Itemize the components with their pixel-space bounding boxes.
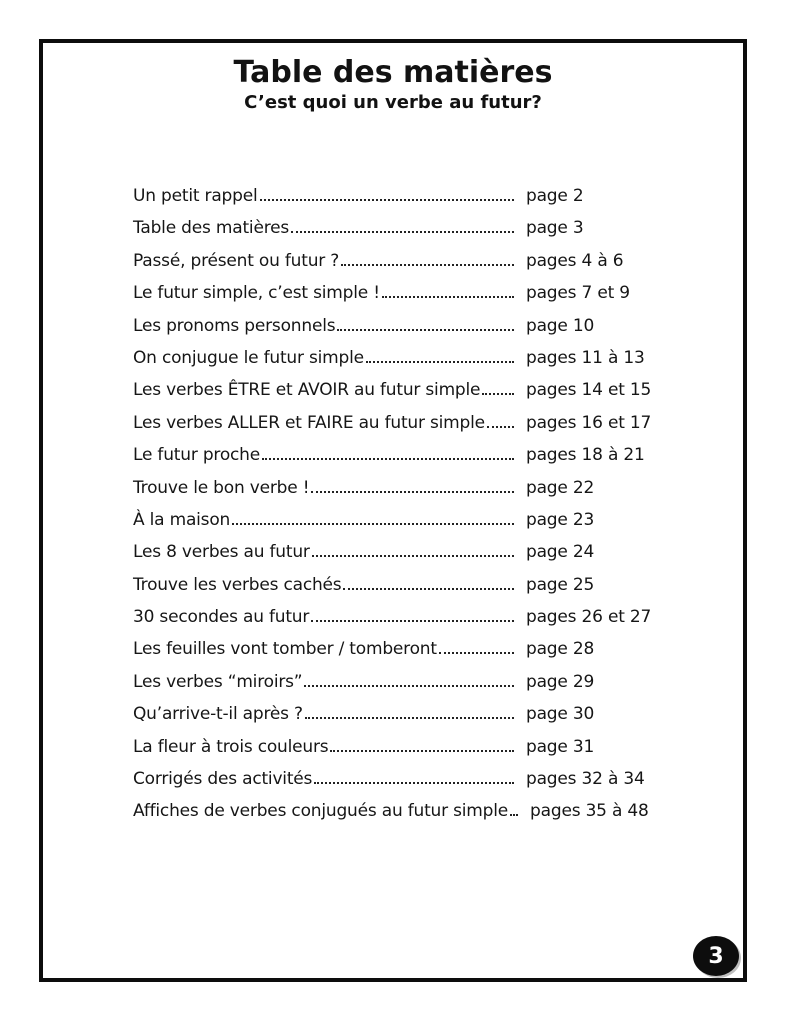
toc-entry-label: On conjugue le futur simple	[133, 347, 364, 368]
toc-entry-label: Affiches de verbes conjugués au futur simple	[133, 801, 509, 822]
toc-row	[133, 186, 678, 218]
toc-entry-page: page 2	[526, 186, 584, 206]
toc-leader-dots	[314, 782, 514, 784]
toc-row	[133, 607, 678, 639]
toc-entry-label: Les verbes ÊTRE et AVOIR au futur simple	[133, 380, 481, 401]
title-block	[43, 56, 743, 113]
toc-row	[133, 801, 678, 833]
page-subtitle: C’est quoi un verbe au futur?	[244, 92, 542, 113]
toc-entry-page: page 30	[526, 704, 595, 725]
toc-entry-page: pages 35 à 48	[530, 801, 649, 822]
page-number-badge	[693, 936, 739, 976]
toc-entry-label: Les pronoms personnels	[133, 315, 336, 336]
toc-leader-dots	[482, 393, 514, 395]
toc-entry-page: page 25	[526, 574, 595, 595]
toc-entry-label: À la maison	[133, 509, 231, 530]
toc-row	[133, 542, 678, 574]
page-title: Table des matières	[233, 55, 553, 90]
toc-entry-page: page 23	[526, 509, 595, 530]
toc-entry-label: Les verbes “miroirs”	[133, 671, 303, 692]
toc-row	[133, 283, 678, 315]
table-of-contents	[133, 186, 678, 834]
toc-leader-dots	[341, 264, 514, 266]
toc-leader-dots	[291, 231, 514, 233]
toc-entry-page: pages 14 et 15	[526, 380, 652, 401]
toc-entry-page: page 22	[526, 477, 595, 498]
toc-row	[133, 316, 678, 348]
toc-entry-page: page 31	[526, 736, 595, 757]
toc-entry-page: page 29	[526, 671, 595, 692]
toc-entry-page: pages 7 et 9	[526, 283, 630, 304]
toc-row	[133, 575, 678, 607]
toc-entry-label: Les 8 verbes au futur	[133, 542, 310, 563]
toc-row	[133, 348, 678, 380]
toc-entry-page: pages 32 à 34	[526, 769, 645, 790]
toc-row	[133, 380, 678, 412]
toc-entry-page: pages 26 et 27	[526, 607, 652, 628]
toc-entry-label: 30 secondes au futur	[133, 607, 310, 628]
toc-entry-page: pages 18 à 21	[526, 445, 645, 466]
toc-leader-dots	[366, 361, 514, 363]
toc-entry-page: pages 11 à 13	[526, 347, 645, 368]
toc-row	[133, 672, 678, 704]
toc-leader-dots	[311, 620, 514, 622]
toc-entry-label: Table des matières	[133, 218, 290, 239]
toc-entry-page: page 28	[526, 639, 595, 660]
toc-leader-dots	[343, 588, 514, 590]
page-number: 3	[708, 943, 724, 969]
toc-row	[133, 737, 678, 769]
toc-entry-label: Les feuilles vont tomber / tomberont	[133, 639, 437, 660]
toc-entry-page: page 24	[526, 542, 595, 563]
toc-leader-dots	[337, 329, 514, 331]
toc-entry-label: Trouve les verbes cachés	[133, 574, 342, 595]
toc-leader-dots	[232, 523, 514, 525]
toc-row	[133, 218, 678, 250]
toc-leader-dots	[305, 717, 514, 719]
toc-leader-dots	[260, 199, 514, 201]
toc-row	[133, 251, 678, 283]
toc-leader-dots	[330, 750, 514, 752]
toc-leader-dots	[304, 685, 514, 687]
toc-row	[133, 413, 678, 445]
toc-entry-label: Le futur simple, c’est simple !	[133, 283, 380, 304]
toc-leader-dots	[487, 426, 514, 428]
toc-entry-label: Qu’arrive-t-il après ?	[133, 704, 303, 725]
toc-entry-page: pages 16 et 17	[526, 412, 652, 433]
toc-leader-dots	[311, 491, 514, 493]
toc-row	[133, 639, 678, 671]
toc-entry-page: page 3	[526, 218, 584, 239]
toc-row	[133, 478, 678, 510]
toc-entry-label: La fleur à trois couleurs	[133, 736, 329, 757]
page-border-frame	[39, 39, 747, 982]
toc-entry-label: Les verbes ALLER et FAIRE au futur simple	[133, 412, 485, 433]
toc-entry-label: Le futur proche	[133, 445, 261, 466]
toc-entry-page: pages 4 à 6	[526, 250, 624, 271]
toc-leader-dots	[510, 814, 518, 816]
toc-leader-dots	[382, 296, 514, 298]
toc-row	[133, 704, 678, 736]
toc-leader-dots	[312, 555, 514, 557]
toc-row	[133, 445, 678, 477]
toc-entry-label: Un petit rappel	[133, 186, 258, 206]
toc-leader-dots	[439, 652, 514, 654]
toc-entry-page: page 10	[526, 315, 595, 336]
toc-entry-label: Corrigés des activités	[133, 769, 313, 790]
toc-row	[133, 510, 678, 542]
toc-entry-label: Trouve le bon verbe !	[133, 477, 310, 498]
toc-entry-label: Passé, présent ou futur ?	[133, 250, 340, 271]
toc-row	[133, 769, 678, 801]
toc-leader-dots	[262, 458, 514, 460]
